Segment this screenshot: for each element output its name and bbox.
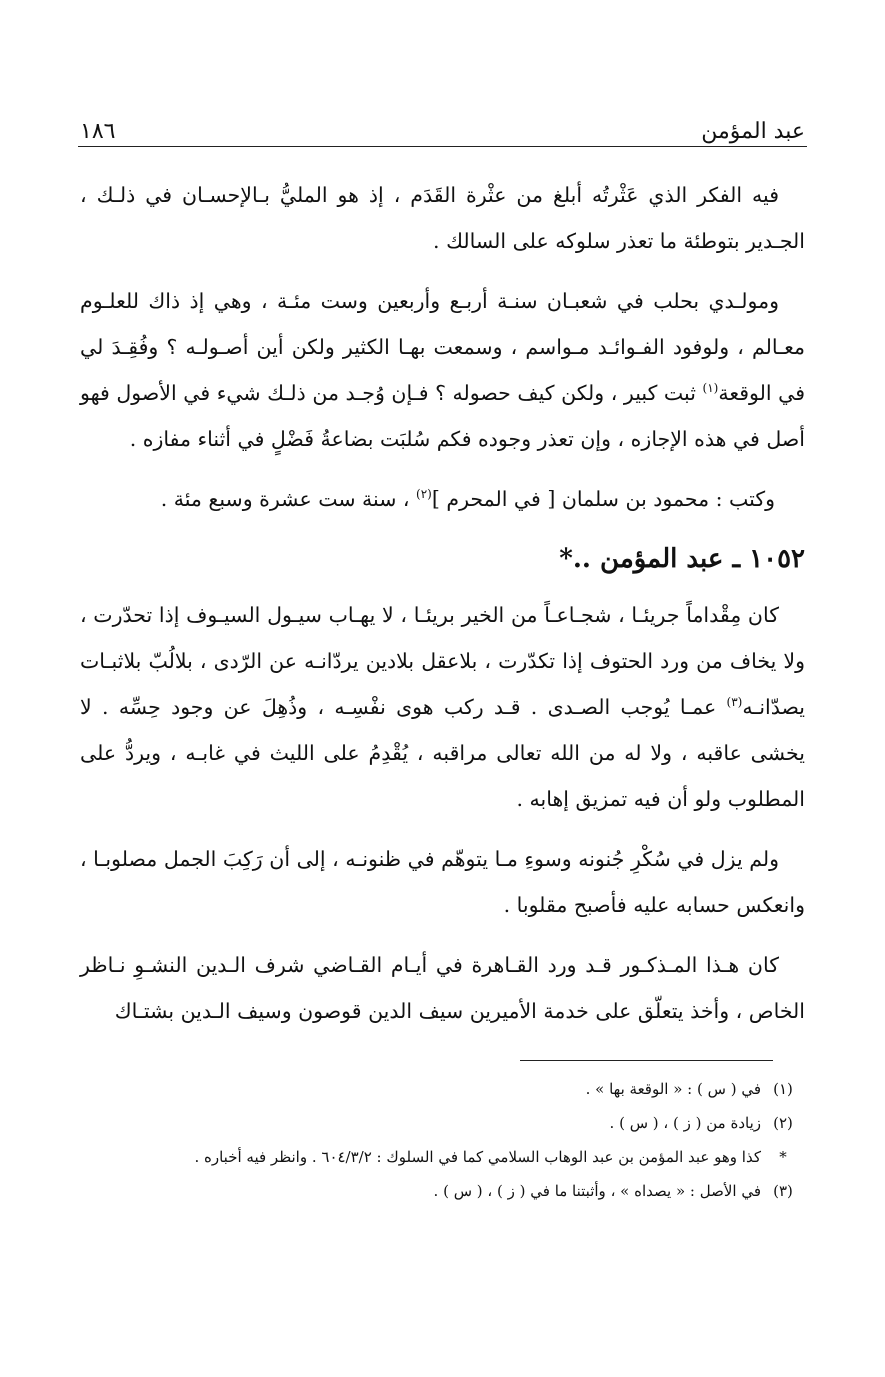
footnote-item — [80, 1140, 805, 1174]
footnote-item — [80, 1106, 805, 1140]
footnote-item — [80, 1174, 805, 1208]
footnote-mark: * — [779, 1148, 787, 1166]
paragraph-4: ولم يزل في سُكْرِ جُنونه وسوءِ مـا يتوهّم في ظنونـه ، إلى أن رَكِبَ الجمل مصلوبـا ، وانعكس حسابه عليه فأصبح مقلوبا . — [80, 847, 805, 917]
running-title: عبد المؤمن — [701, 119, 805, 144]
footnotes — [80, 1072, 805, 1208]
footnote-text: في الأصل : « يصداه » ، وأثبتنا ما في ( ز ) ، ( س ) . — [433, 1182, 761, 1200]
signature-line — [80, 476, 805, 522]
footnote-text: كذا وهو عبد المؤمن بن عبد الوهاب السلامي كما في السلوك : ٦٠٤/٣/٢ . وانظر فيه أخباره . — [194, 1148, 761, 1166]
footnote-mark: (١) — [773, 1080, 793, 1098]
signature-part-b: ، سنة ست عشرة وسبع مئة . — [160, 487, 417, 511]
paragraph-3 — [80, 592, 805, 822]
paragraph-3-part-b: عمـا يُوجب الصـدى . قـد ركب هوى نفْسِـه ، وذُهِلَ عن وجود حِسِّه . لا يخشى عاقبه ، ولا له من الله تعالى مراقبه ، يُقْدِمُ على الليث في غابـه ، ويردُّ على المطلوب ولو أن فيه تمزيق إهابه . — [80, 695, 805, 811]
footnote-mark: (٢) — [773, 1114, 793, 1132]
page-number: ١٨٦ — [80, 119, 116, 144]
paragraph-2 — [80, 278, 805, 462]
header-rule — [78, 146, 807, 147]
footnote-ref-2: (٢) — [416, 487, 432, 502]
footnote-rule — [520, 1060, 773, 1061]
main-text — [80, 172, 805, 1048]
footnote-mark: (٣) — [773, 1182, 793, 1200]
paragraph-1: فيه الفكر الذي عَثْرتُه أبلغ من عثْرة القَدَم ، إذ هو المليُّ بـالإحسـان في ذلـك ، الجـدير بتوطئة ما تعذر سلوكه على السالك . — [80, 183, 805, 253]
entry-heading: ١٠٥٢ ـ عبد المؤمن ..* — [559, 544, 805, 574]
paragraph-3-part-a: كان مِقْداماً جريئـا ، شجـاعـاً من الخير بريئـا ، لا يهـاب سيـول السيـوف إذا تحدّرت ، ولا يخاف من ورد الحتوف إذا تكدّرت ، بلاعقل بلادين يردّانـه عن الرّدى ، بلالُبّ بلاثبـات يصدّانـه — [80, 603, 805, 719]
footnote-ref-3: (٣) — [726, 695, 743, 710]
running-head — [80, 108, 805, 144]
footnote-text: في ( س ) : « الوقعة بها » . — [585, 1080, 761, 1098]
footnote-ref-1: (١) — [702, 381, 719, 396]
footnote-text: زيادة من ( ز ) ، ( س ) . — [609, 1114, 761, 1132]
paragraph-2-part-b: ثبت كبير ، ولكن كيف حصوله ؟ فـإن وُجـد من ذلـك شيء في الأصول فهو أصل في هذه الإجازه ، وإن تعذر وجوده فكم سُلبَت بضاعةُ فَضْلٍ في أثناء مفازه . — [80, 381, 805, 451]
paragraph-5: كان هـذا المـذكـور قـد ورد القـاهرة في أيـام القـاضي شرف الـدين النشـوِ نـاظر الخاص ، وأخذ يتعلّق على خدمة الأميرين سيف الدين قوصون وسيف الـدين بشتـاك — [80, 953, 805, 1023]
signature-part-a: وكتب : محمود بن سلمان [ في المحرم ] — [431, 487, 775, 511]
footnote-item — [80, 1072, 805, 1106]
paragraph-2-part-a: ومولـدي بحلب في شعبـان سنـة أربـع وأربعين وست مئـة ، وهي إذ ذاك للعلـوم معـالم ، ولوفود الفـوائـد مـواسم ، وسمعت بهـا الكثير ولكن أين أصـولـه ؟ وفُقِـدَ لي في الوقعة — [80, 289, 805, 405]
